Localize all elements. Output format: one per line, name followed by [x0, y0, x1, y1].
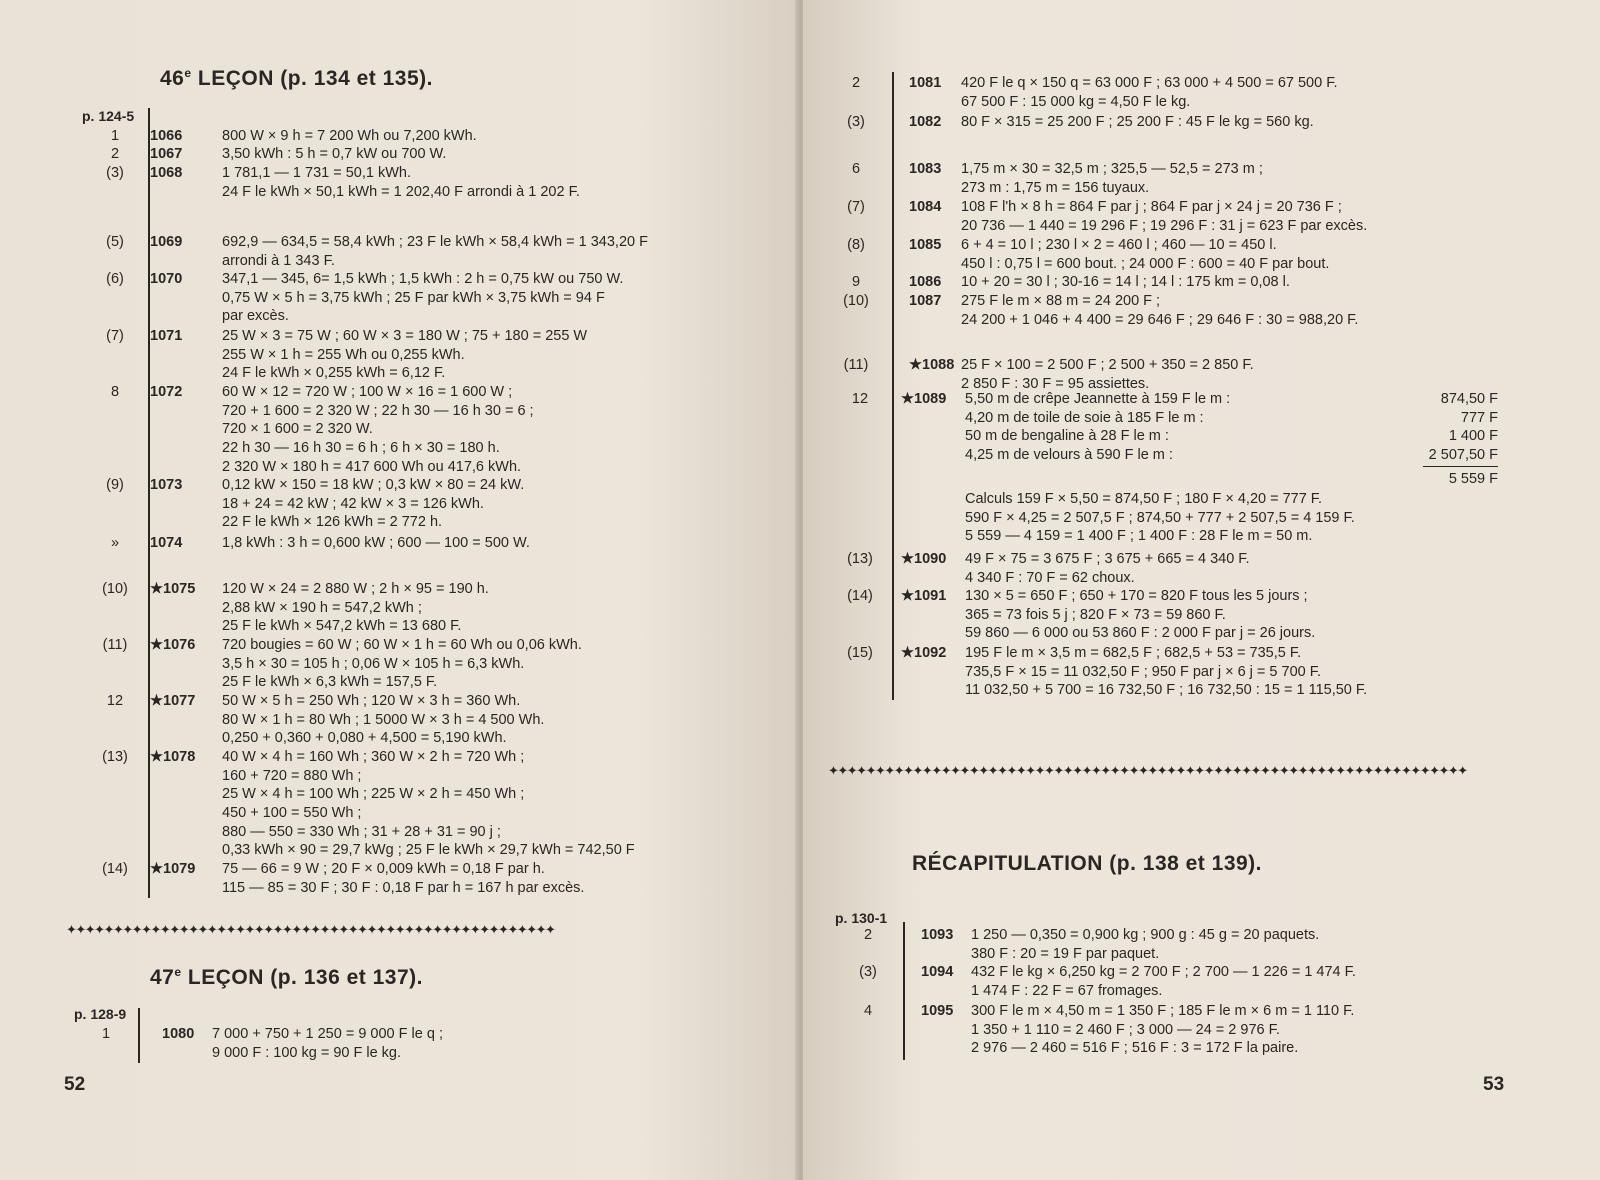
solution-line: 195 F le m × 3,5 m = 682,5 F ; 682,5 + 53 = 735,5 F.: [965, 645, 1302, 661]
exercise-ref: (6): [106, 271, 124, 287]
solution-line: 60 W × 12 = 720 W ; 100 W × 16 = 1 600 W ;: [222, 384, 513, 400]
exercise-ref: (14): [847, 588, 873, 604]
exercise-ref: (14): [102, 861, 128, 877]
solution-line: 7 000 + 750 + 1 250 = 9 000 F le q ;: [212, 1026, 443, 1042]
solution-text: [971, 1002, 1354, 1058]
exercise-ref: 4: [863, 1003, 873, 1019]
solution-line: 40 W × 4 h = 160 Wh ; 360 W × 2 h = 720 Wh ;: [222, 749, 525, 765]
problem-number: ★1075: [150, 581, 196, 597]
exercise-ref: 1: [110, 128, 120, 144]
exercise-ref: (5): [106, 234, 124, 250]
invoice-line: [965, 427, 1498, 446]
invoice-line: [965, 446, 1498, 465]
exercise-ref: (7): [847, 199, 865, 215]
solution-text: [222, 383, 534, 476]
solution-line: 25 F × 100 = 2 500 F ; 2 500 + 350 = 2 850 F.: [961, 357, 1254, 373]
exercise-ref: 2: [110, 146, 120, 162]
solution-line: 22 h 30 — 16 h 30 = 6 h ; 6 h × 30 = 180 h.: [222, 440, 500, 457]
column-rule-47: [138, 1008, 140, 1063]
invoice-label: 50 m de bengaline à 28 F le m :: [965, 428, 1169, 445]
solution-text: [222, 580, 489, 636]
solution-text: [212, 1025, 443, 1062]
exercise-ref: 8: [110, 384, 120, 400]
solution-line: 3,50 kWh : 5 h = 0,7 kW ou 700 W.: [222, 146, 447, 162]
problem-number: ★1090: [901, 551, 947, 567]
solution-text: [961, 74, 1337, 111]
problem-number: 1074: [150, 535, 183, 551]
exercise-ref: (3): [106, 165, 124, 181]
problem-number: 1087: [909, 293, 942, 309]
exercise-ref: (11): [102, 637, 128, 653]
solution-line: 20 736 — 1 440 = 19 296 F ; 19 296 F : 31 j = 623 F par excès.: [961, 217, 1368, 234]
solution-line: 1 474 F : 22 F = 67 fromages.: [971, 982, 1163, 999]
solution-text: [222, 233, 648, 270]
solution-text: [971, 963, 1356, 1000]
problem-number: 1072: [150, 384, 183, 400]
solution-text: [222, 476, 524, 532]
problem-number: ★1091: [901, 588, 947, 604]
solution-line: 160 + 720 = 880 Wh ;: [222, 767, 362, 784]
solution-line: 120 W × 24 = 2 880 W ; 2 h × 95 = 190 h.: [222, 581, 489, 597]
solution-line: 22 F le kWh × 126 kWh = 2 772 h.: [222, 514, 443, 531]
exercise-ref: 2: [851, 75, 861, 91]
solution-line: 0,12 kW × 150 = 18 kW ; 0,3 kW × 80 = 24 kW.: [222, 477, 525, 493]
solution-line: 67 500 F : 15 000 kg = 4,50 F le kg.: [961, 93, 1191, 110]
solution-line: 800 W × 9 h = 7 200 Wh ou 7,200 kWh.: [222, 128, 477, 144]
solution-line: 880 — 550 = 330 Wh ; 31 + 28 + 31 = 90 j ;: [222, 823, 501, 840]
problem-number: ★1078: [150, 749, 196, 765]
page-ref-recap: p. 130-1: [835, 910, 888, 926]
solution-text: [222, 164, 580, 201]
exercise-ref: (10): [843, 293, 869, 309]
solution-text: [971, 926, 1319, 963]
column-rule-right: [892, 72, 894, 700]
exercise-ref: (13): [102, 749, 128, 765]
solution-line: 0,75 W × 5 h = 3,75 kWh ; 25 F par kWh × 3,75 kWh = 94 F: [222, 289, 605, 306]
exercise-ref: (3): [847, 114, 865, 130]
right-page: 2 1081 420 F le q × 150 q = 63 000 F ; 63 000 + 4 500 = 67 500 F. 67 500 F : 15 000 kg = 4,50 F le kg. (3) 1082 80 F × 315 = 25 200 F ; 25 200 F : 45 F le kg = 560 kg. 6 1083 1,75 m × 30 = 32,5 m ; 325,5 — 52,5 = 273 m ; 273 m : 1,75 m = 156 tuyaux. (7) 1084 108 F l'h × 8 h = 864 F par j ; 864 F par j × 24 j = 20 736 F ; 20 736 — 1 440 = 19 296 F ; 19 296 F : 31 j = 623 F par excès. (8) 1085 6 + 4 = 10 l ; 230 l × 2 = 460 l ; 460 — 10 = 450 l. 450 l : 0,75 l = 600 bout. ; 24 000 F : 600 = 40 F par bout. 9 1086 10 + 20 = 30 l ; 30-16 = 14 l ; 14 l : 175 km = 0,08 l. (10) 1087 275 F le m × 88 m = 24 200 F ; 24 200 + 1 046 + 4 400 = 29 646 F ; 29 646 F : 30 = 988,20 F. (11) ★1088 25 F × 100 = 2 500 F ; 2 500 + 350 = 2 850 F. 2 850 F : 30 F = 95 assiettes. 12 ★1089 5,50 m de crêpe Jeannette à 159 F le m : 874,50 F 4,20 m de toile de soie à 185 F le m : 777 F 50 m de bengaline à 28 F le m : 1 400 F 4,25 m de velours à 590 F le m : 2 507,50 F 5 559 F Calculs 159 F × 5,50 = 874,50 F ; 180 F × 4,20 = 777 F. 590 F × 4,25 = 2 507,5 F ; 874,50 + 777 + 2 507,5 = 4 159 F. 5 559 — 4 159 = 1 400 F ; 1 400 F : 28 F le m = 50 m. (13) ★1090 49 F × 75 = 3 675 F ; 3 675 + 665 = 4 340 F. 4 340 F : 70 F = 62 choux. (14) ★1091 130 × 5 = 650 F ; 650 + 170 = 820 F tous les 5 jours ; 365 = 73 fois 5 j ; 820 F × 73 = 59 860 F. 59 860 — 6 000 ou 53 860 F : 2 000 F par j = 26 jours. (15) ★1092 195 F le m × 3,5 m = 682,5 F ; 682,5 + 53 = 735,5 F. 735,5 F × 15 = 11 032,50 F ; 950 F par j × 6 j = 5 700 F. 11 032,50 + 5 700 = 16 732,50 F ; 16 732,50 : 15 = 1 115,50 F. ✦✦✦✦✦✦✦✦✦✦✦✦✦✦✦✦✦✦✦✦✦✦✦✦✦✦✦✦✦✦✦✦✦✦✦✦✦✦✦✦✦✦✦✦✦✦✦✦✦✦✦✦✦✦✦✦✦✦✦✦✦✦✦✦✦✦✦✦ RÉCAPITULATION (p. 138 et 139). p. 130-1 2 1093 1 250 — 0,350 = 0,900 kg ; 900 g : 45 g = 20 paquets. 380 F : 20 = 19 F par paquet. (3) 1094 432 F le kg × 6,250 kg = 2 700 F ; 2 700 — 1 226 = 1 474 F. 1 474 F : 22 F = 67 fromages. 4 1095 300 F le m × 4,50 m = 1 350 F ; 185 F le m × 6 m = 1 110 F. 1 350 + 1 110 = 2 460 F ; 3 000 — 24 = 2 976 F. 2 976 — 2 460 = 516 F ; 516 F : 3 = 172 F la paire. 53: [803, 0, 1600, 1180]
solution-line: 2 850 F : 30 F = 95 assiettes.: [961, 375, 1150, 392]
exercise-ref: »: [110, 535, 120, 551]
exercise-ref: 2: [863, 927, 873, 943]
solution-line: 273 m : 1,75 m = 156 tuyaux.: [961, 179, 1150, 196]
star-divider: ✦✦✦✦✦✦✦✦✦✦✦✦✦✦✦✦✦✦✦✦✦✦✦✦✦✦✦✦✦✦✦✦✦✦✦✦✦✦✦✦✦✦✦✦✦✦✦✦✦✦✦✦: [66, 922, 555, 937]
solution-text: [222, 860, 584, 897]
solution-line: 450 l : 0,75 l = 600 bout. ; 24 000 F : 600 = 40 F par bout.: [961, 255, 1330, 272]
solution-text: [965, 644, 1367, 700]
solution-line: 4 340 F : 70 F = 62 choux.: [965, 569, 1135, 586]
solution-line: 24 F le kWh × 0,255 kWh = 6,12 F.: [222, 365, 446, 382]
solution-line: 2,88 kW × 190 h = 547,2 kWh ;: [222, 599, 422, 616]
calculation-line: 5 559 — 4 159 = 1 400 F ; 1 400 F : 28 F le m = 50 m.: [965, 528, 1313, 545]
invoice-lines: [965, 390, 1498, 465]
problem-number: 1080: [162, 1026, 195, 1042]
solution-text: [961, 236, 1329, 273]
invoice-amount: 777 F: [1460, 409, 1498, 426]
solution-line: 50 W × 5 h = 250 Wh ; 120 W × 3 h = 360 Wh.: [222, 693, 521, 709]
solution-line: arrondi à 1 343 F.: [222, 252, 335, 269]
problem-number: 1067: [150, 146, 183, 162]
calculation-line: Calculs 159 F × 5,50 = 874,50 F ; 180 F × 4,20 = 777 F.: [965, 491, 1323, 507]
solution-line: 24 200 + 1 046 + 4 400 = 29 646 F ; 29 646 F : 30 = 988,20 F.: [961, 311, 1359, 328]
calculation-line: 590 F × 4,25 = 2 507,5 F ; 874,50 + 777 + 2 507,5 = 4 159 F.: [965, 509, 1355, 526]
solution-text: [961, 113, 1314, 132]
lesson-47-heading: 47e LEÇON (p. 136 et 137).: [150, 965, 423, 989]
solution-line: 10 + 20 = 30 l ; 30-16 = 14 l ; 14 l : 175 km = 0,08 l.: [961, 274, 1290, 290]
problem-number: 1094: [921, 964, 954, 980]
invoice-label: 5,50 m de crêpe Jeannette à 159 F le m :: [965, 391, 1231, 407]
problem-number: ★1077: [150, 693, 196, 709]
solution-line: 0,250 + 0,360 + 0,080 + 4,500 = 5,190 kWh.: [222, 730, 507, 747]
solution-text: [222, 145, 446, 164]
solution-line: 1,75 m × 30 = 32,5 m ; 325,5 — 52,5 = 273 m ;: [961, 161, 1263, 177]
solution-line: 380 F : 20 = 19 F par paquet.: [971, 945, 1160, 962]
page-number-left: 52: [64, 1074, 86, 1095]
solution-line: 25 F le kWh × 6,3 kWh = 157,5 F.: [222, 674, 438, 691]
solution-line: 255 W × 1 h = 255 Wh ou 0,255 kWh.: [222, 346, 465, 363]
problem-number: 1073: [150, 477, 183, 493]
exercise-ref: (11): [843, 357, 869, 373]
problem-number: 1068: [150, 165, 183, 181]
solution-line: 2 320 W × 180 h = 417 600 Wh ou 417,6 kWh.: [222, 458, 522, 475]
problem-number: 1066: [150, 128, 183, 144]
exercise-ref: (9): [106, 477, 124, 493]
solution-line: 735,5 F × 15 = 11 032,50 F ; 950 F par j × 6 j = 5 700 F.: [965, 663, 1322, 680]
exercise-ref: (13): [847, 551, 873, 567]
solution-line: 692,9 — 634,5 = 58,4 kWh ; 23 F le kWh × 58,4 kWh = 1 343,20 F: [222, 234, 648, 250]
solution-text: [222, 692, 544, 748]
problem-number: ★1092: [901, 645, 947, 661]
solution-line: 1 250 — 0,350 = 0,900 kg ; 900 g : 45 g = 20 paquets.: [971, 927, 1320, 943]
solution-line: 420 F le q × 150 q = 63 000 F ; 63 000 + 4 500 = 67 500 F.: [961, 75, 1338, 91]
solution-line: 0,33 kWh × 90 = 29,7 kWg ; 25 F le kWh × 29,7 kWh = 742,50 F: [222, 842, 635, 859]
solution-line: 432 F le kg × 6,250 kg = 2 700 F ; 2 700 — 1 226 = 1 474 F.: [971, 964, 1356, 980]
recap-heading: RÉCAPITULATION (p. 138 et 139).: [912, 852, 1263, 875]
solution-text: [961, 292, 1358, 329]
solution-line: 3,5 h × 30 = 105 h ; 0,06 W × 105 h = 6,3 kWh.: [222, 655, 525, 672]
lesson-46-heading: 46e LEÇON (p. 134 et 135).: [160, 66, 433, 90]
exercise-ref: 6: [851, 161, 861, 177]
invoice-line: [965, 409, 1498, 428]
page-ref-47: p. 128-9: [74, 1006, 127, 1022]
problem-number: 1085: [909, 237, 942, 253]
solution-text: [965, 550, 1250, 587]
solution-line: 720 bougies = 60 W ; 60 W × 1 h = 60 Wh ou 0,06 kWh.: [222, 637, 582, 653]
solution-line: 275 F le m × 88 m = 24 200 F ;: [961, 293, 1161, 309]
solution-line: 25 F le kWh × 547,2 kWh = 13 680 F.: [222, 618, 462, 635]
problem-number: ★1076: [150, 637, 196, 653]
solution-line: 59 860 — 6 000 ou 53 860 F : 2 000 F par j = 26 jours.: [965, 625, 1316, 642]
solution-line: 1 350 + 1 110 = 2 460 F ; 3 000 — 24 = 2 976 F.: [971, 1021, 1280, 1038]
solution-line: 11 032,50 + 5 700 = 16 732,50 F ; 16 732,50 : 15 = 1 115,50 F.: [965, 682, 1368, 699]
invoice-total-rule: [1423, 466, 1498, 467]
solution-line: 9 000 F : 100 kg = 90 F le kg.: [212, 1044, 402, 1061]
solution-line: 365 = 73 fois 5 j ; 820 F × 73 = 59 860 F.: [965, 606, 1226, 623]
exercise-ref: (10): [102, 581, 128, 597]
solution-line: 6 + 4 = 10 l ; 230 l × 2 = 460 l ; 460 — 10 = 450 l.: [961, 237, 1277, 253]
exercise-ref: (15): [847, 645, 873, 661]
exercise-ref: 9: [851, 274, 861, 290]
problem-number: 1095: [921, 1003, 954, 1019]
solution-text: [222, 636, 582, 692]
invoice-amount: 1 400 F: [1448, 428, 1498, 445]
problem-number: ★1088: [909, 357, 955, 373]
exercise-ref: (7): [106, 328, 124, 344]
column-rule-recap: [903, 922, 905, 1060]
page-ref-46: p. 124-5: [82, 108, 135, 124]
solution-line: 1 781,1 — 1 731 = 50,1 kWh.: [222, 165, 412, 181]
solution-text: [222, 270, 623, 326]
problem-number: 1093: [921, 927, 954, 943]
solution-line: 108 F l'h × 8 h = 864 F par j ; 864 F par j × 24 j = 20 736 F ;: [961, 199, 1342, 215]
solution-line: 720 × 1 600 = 2 320 W.: [222, 421, 373, 438]
solution-line: 24 F le kWh × 50,1 kWh = 1 202,40 F arrondi à 1 202 F.: [222, 183, 580, 200]
solution-text: [222, 127, 477, 146]
solution-text: [965, 587, 1315, 643]
invoice-total: 5 559 F: [1448, 471, 1498, 487]
problem-number: 1069: [150, 234, 183, 250]
problem-number: 1083: [909, 161, 942, 177]
invoice-amount: 2 507,50 F: [1428, 447, 1498, 464]
solution-text: [961, 160, 1263, 197]
solution-text: [222, 327, 587, 383]
solution-text: [961, 356, 1254, 393]
solution-line: 1,8 kWh : 3 h = 0,600 kW ; 600 — 100 = 500 W.: [222, 535, 530, 551]
solution-line: 80 F × 315 = 25 200 F ; 25 200 F : 45 F le kg = 560 kg.: [961, 114, 1314, 130]
column-rule-46: [148, 108, 150, 898]
solution-text: [961, 273, 1290, 292]
solution-line: 300 F le m × 4,50 m = 1 350 F ; 185 F le m × 6 m = 1 110 F.: [971, 1003, 1355, 1019]
solution-line: 720 + 1 600 = 2 320 W ; 22 h 30 — 16 h 30 = 6 ;: [222, 402, 534, 419]
solution-line: 25 W × 4 h = 100 Wh ; 225 W × 2 h = 450 Wh ;: [222, 786, 525, 803]
problem-number: 1071: [150, 328, 183, 344]
solution-line: 450 + 100 = 550 Wh ;: [222, 805, 362, 822]
solution-line: 80 W × 1 h = 80 Wh ; 1 5000 W × 3 h = 4 500 Wh.: [222, 711, 545, 728]
invoice-label: 4,25 m de velours à 590 F le m :: [965, 447, 1173, 464]
exercise-ref: 12: [106, 693, 124, 709]
invoice-calculations: [965, 490, 1355, 546]
invoice-label: 4,20 m de toile de soie à 185 F le m :: [965, 409, 1204, 426]
solution-line: 130 × 5 = 650 F ; 650 + 170 = 820 F tous les 5 jours ;: [965, 588, 1308, 604]
exercise-ref: (8): [847, 237, 865, 253]
exercise-ref: (3): [859, 964, 877, 980]
solution-line: 115 — 85 = 30 F ; 30 F : 0,18 F par h = 167 h par excès.: [222, 879, 585, 896]
problem-number: ★1079: [150, 861, 196, 877]
star-divider-right: ✦✦✦✦✦✦✦✦✦✦✦✦✦✦✦✦✦✦✦✦✦✦✦✦✦✦✦✦✦✦✦✦✦✦✦✦✦✦✦✦✦✦✦✦✦✦✦✦✦✦✦✦✦✦✦✦✦✦✦✦✦✦✦✦✦✦✦✦: [828, 763, 1467, 778]
solution-line: 18 + 24 = 42 kW ; 42 kW × 3 = 126 kWh.: [222, 495, 484, 512]
solution-line: 347,1 — 345, 6= 1,5 kWh ; 1,5 kWh : 2 h = 0,75 kW ou 750 W.: [222, 271, 624, 287]
solution-line: par excès.: [222, 308, 289, 325]
problem-number: 1070: [150, 271, 183, 287]
solution-line: 2 976 — 2 460 = 516 F ; 516 F : 3 = 172 F la paire.: [971, 1040, 1299, 1057]
solution-text: [222, 748, 635, 860]
page-number-right: 53: [1483, 1074, 1505, 1095]
problem-number: 1082: [909, 114, 942, 130]
exercise-ref: 1: [101, 1026, 111, 1042]
solution-line: 49 F × 75 = 3 675 F ; 3 675 + 665 = 4 340 F.: [965, 551, 1250, 567]
solution-text: [961, 198, 1367, 235]
solution-text: [222, 534, 530, 553]
invoice-amount: 874,50 F: [1440, 391, 1498, 407]
invoice-line: [965, 390, 1498, 409]
solution-line: 75 — 66 = 9 W ; 20 F × 0,009 kWh = 0,18 F par h.: [222, 861, 545, 877]
problem-number: 1086: [909, 274, 942, 290]
solution-line: 25 W × 3 = 75 W ; 60 W × 3 = 180 W ; 75 + 180 = 255 W: [222, 328, 588, 344]
problem-number: 1081: [909, 75, 942, 91]
problem-number: 1084: [909, 199, 942, 215]
